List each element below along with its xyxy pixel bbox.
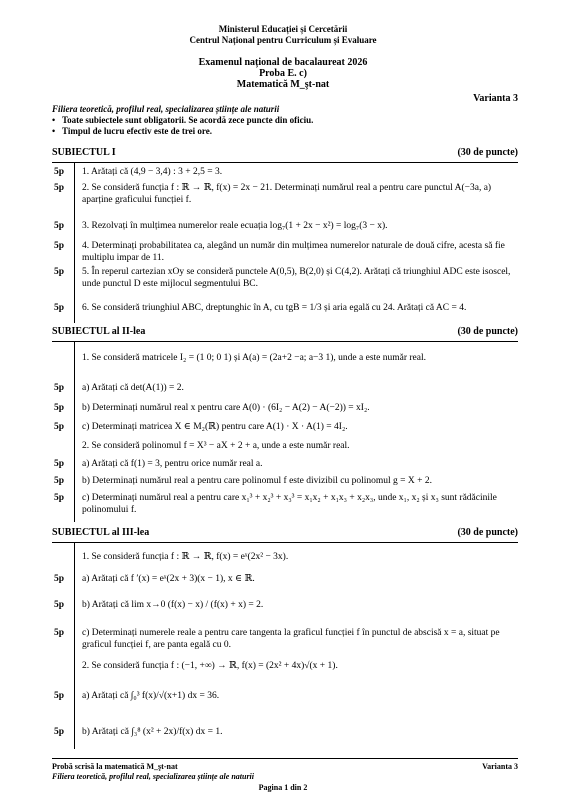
problem-text: 3. Rezolvați în mulțimea numerelor reale ecuația log₇(1 + 2x − x²) = log₇(3 − x). (82, 221, 388, 231)
section-1-points: (30 de puncte) (457, 147, 518, 158)
center-header: Centrul Național pentru Curriculum și Evaluare (189, 35, 377, 45)
points-label: 5p (54, 476, 65, 486)
points-label: 5p (54, 221, 65, 231)
section-2-header (52, 326, 518, 342)
section-3-title: SUBIECTUL al III-lea (52, 527, 150, 538)
exam-title: Examenul național de bacalaureat 2026 (198, 57, 368, 68)
rule-note-1 (52, 115, 313, 126)
problem-text: 6. Se consideră triunghiul ABC, dreptunghic în A, cu tgB = 1/3 și aria egală cu 24. Arătați că AC = 4. (82, 303, 467, 313)
footer-rule (52, 758, 518, 759)
ministry-header: Ministerul Educației și Cercetării (218, 24, 348, 34)
section-1-title: SUBIECTUL I (52, 147, 116, 158)
points-label: 5p (54, 383, 65, 393)
problem-text: 1. Arătați că (4,9 − 3,4) : 3 + 2,5 = 3. (82, 167, 223, 177)
problem-text: 2. Se consideră funcția f : (−1, +∞) → ℝ, f(x) = (2x² + 4x)√(x + 1). (82, 661, 338, 671)
points-label: 5p (54, 574, 65, 584)
section-3-header (52, 527, 518, 543)
problem-text: 1. Se consideră matricele I₂ = (1 0; 0 1) și A(a) = (2a+2 −a; a−3 1), unde a este număr real. (82, 353, 427, 363)
page-number: Pagina 1 din 2 (258, 783, 308, 792)
points-label: 5p (54, 493, 65, 503)
footer-varianta: Varianta 3 (482, 762, 518, 771)
footer-line-1 (52, 762, 518, 772)
section-2-title: SUBIECTUL al II-lea (52, 326, 146, 337)
problem-text: a) Arătați că f(1) = 3, pentru orice număr real a. (82, 459, 263, 469)
points-label: 5p (54, 183, 65, 193)
problem-text: 5. În reperul cartezian xOy se consideră punctele A(0,5), B(2,0) și C(4,2). Arătați că triunghiul ADC este isoscel, unde punctul D este mijlocul segmentului BC. (82, 267, 511, 289)
points-label: 5p (54, 241, 65, 251)
problem-text: c) Determinați numărul real a pentru care x₁³ + x₂³ + x₃³ = x₁x₂ + x₁x₃ + x₂x₃, unde x₁, x₂ și x₃ sunt rădăcinile polinomului f. (82, 493, 497, 515)
points-label: 5p (54, 691, 65, 701)
filiera-note: Filiera teoretică, profilul real, specializarea științe ale naturii (52, 104, 280, 114)
problem-text: c) Determinați numerele reale a pentru care tangenta la graficul funcției f în punctul de abscisă x = a, situat pe graficul funcției f, are panta egală cu 0. (82, 628, 500, 650)
points-label: 5p (54, 167, 65, 177)
problem-text: b) Arătați că ∫₃⁸ (x² + 2x)/f(x) dx = 1. (82, 727, 223, 737)
exam-subject: Matematică M_şt-nat (236, 79, 330, 90)
problem-text: 2. Se consideră polinomul f = X³ − aX + 2 + a, unde a este număr real. (82, 441, 350, 451)
problem-text: 4. Determinați probabilitatea ca, alegând un număr din mulțimea numerelor naturale de două cifre, acesta să fie multiplu impar de 11. (82, 241, 505, 263)
footer-probe: Probă scrisă la matematică M_şt-nat (52, 762, 178, 771)
problem-text: b) Arătați că lim x→0 (f(x) − x) / (f(x) + x) = 2. (82, 600, 264, 610)
problem-text: a) Arătați că f ′(x) = eˣ(2x + 3)(x − 1), x ∈ ℝ. (82, 574, 255, 584)
problem-text: 1. Se consideră funcția f : ℝ → ℝ, f(x) = eˣ(2x² − 3x). (82, 552, 289, 562)
points-label: 5p (54, 267, 65, 277)
problem-text: 2. Se consideră funcția f : ℝ → ℝ, f(x) = 2x − 21. Determinați numărul real a pentru care punctul A(−3a, a) aparține graficului funcției f. (82, 183, 492, 205)
footer-line-2: Filiera teoretică, profilul real, specializarea științe ale naturii (52, 772, 254, 781)
problem-text: c) Determinați matricea X ∈ M₂(ℝ) pentru care A(1) · X · A(1) = 4I₂. (82, 422, 348, 432)
points-label: 5p (54, 628, 65, 638)
section-2-points: (30 de puncte) (457, 326, 518, 337)
points-label: 5p (54, 727, 65, 737)
exam-proba: Proba E. c) (259, 68, 307, 79)
points-label: 5p (54, 422, 65, 432)
problem-text: b) Determinați numărul real a pentru care polinomul f este divizibil cu polinomul g = X + 2. (82, 476, 432, 486)
points-label: 5p (54, 459, 65, 469)
rule-note-1-text: Toate subiectele sunt obligatorii. Se acordă zece puncte din oficiu. (62, 115, 314, 125)
rule-note-2 (52, 126, 212, 137)
points-label: 5p (54, 303, 65, 313)
problem-text: a) Arătați că ∫₀³ f(x)/√(x+1) dx = 36. (82, 691, 220, 701)
section-1-header (52, 147, 518, 163)
problem-text: a) Arătați că det(A(1)) = 2. (82, 383, 184, 393)
rule-note-2-text: Timpul de lucru efectiv este de trei ore. (62, 126, 212, 136)
varianta-label: Varianta 3 (473, 93, 518, 104)
points-label: 5p (54, 403, 65, 413)
points-label: 5p (54, 600, 65, 610)
section-3-points: (30 de puncte) (457, 527, 518, 538)
problem-text: b) Determinați numărul real x pentru care A(0) · (6I₂ − A(2) − A(−2)) = xI₂. (82, 403, 370, 413)
